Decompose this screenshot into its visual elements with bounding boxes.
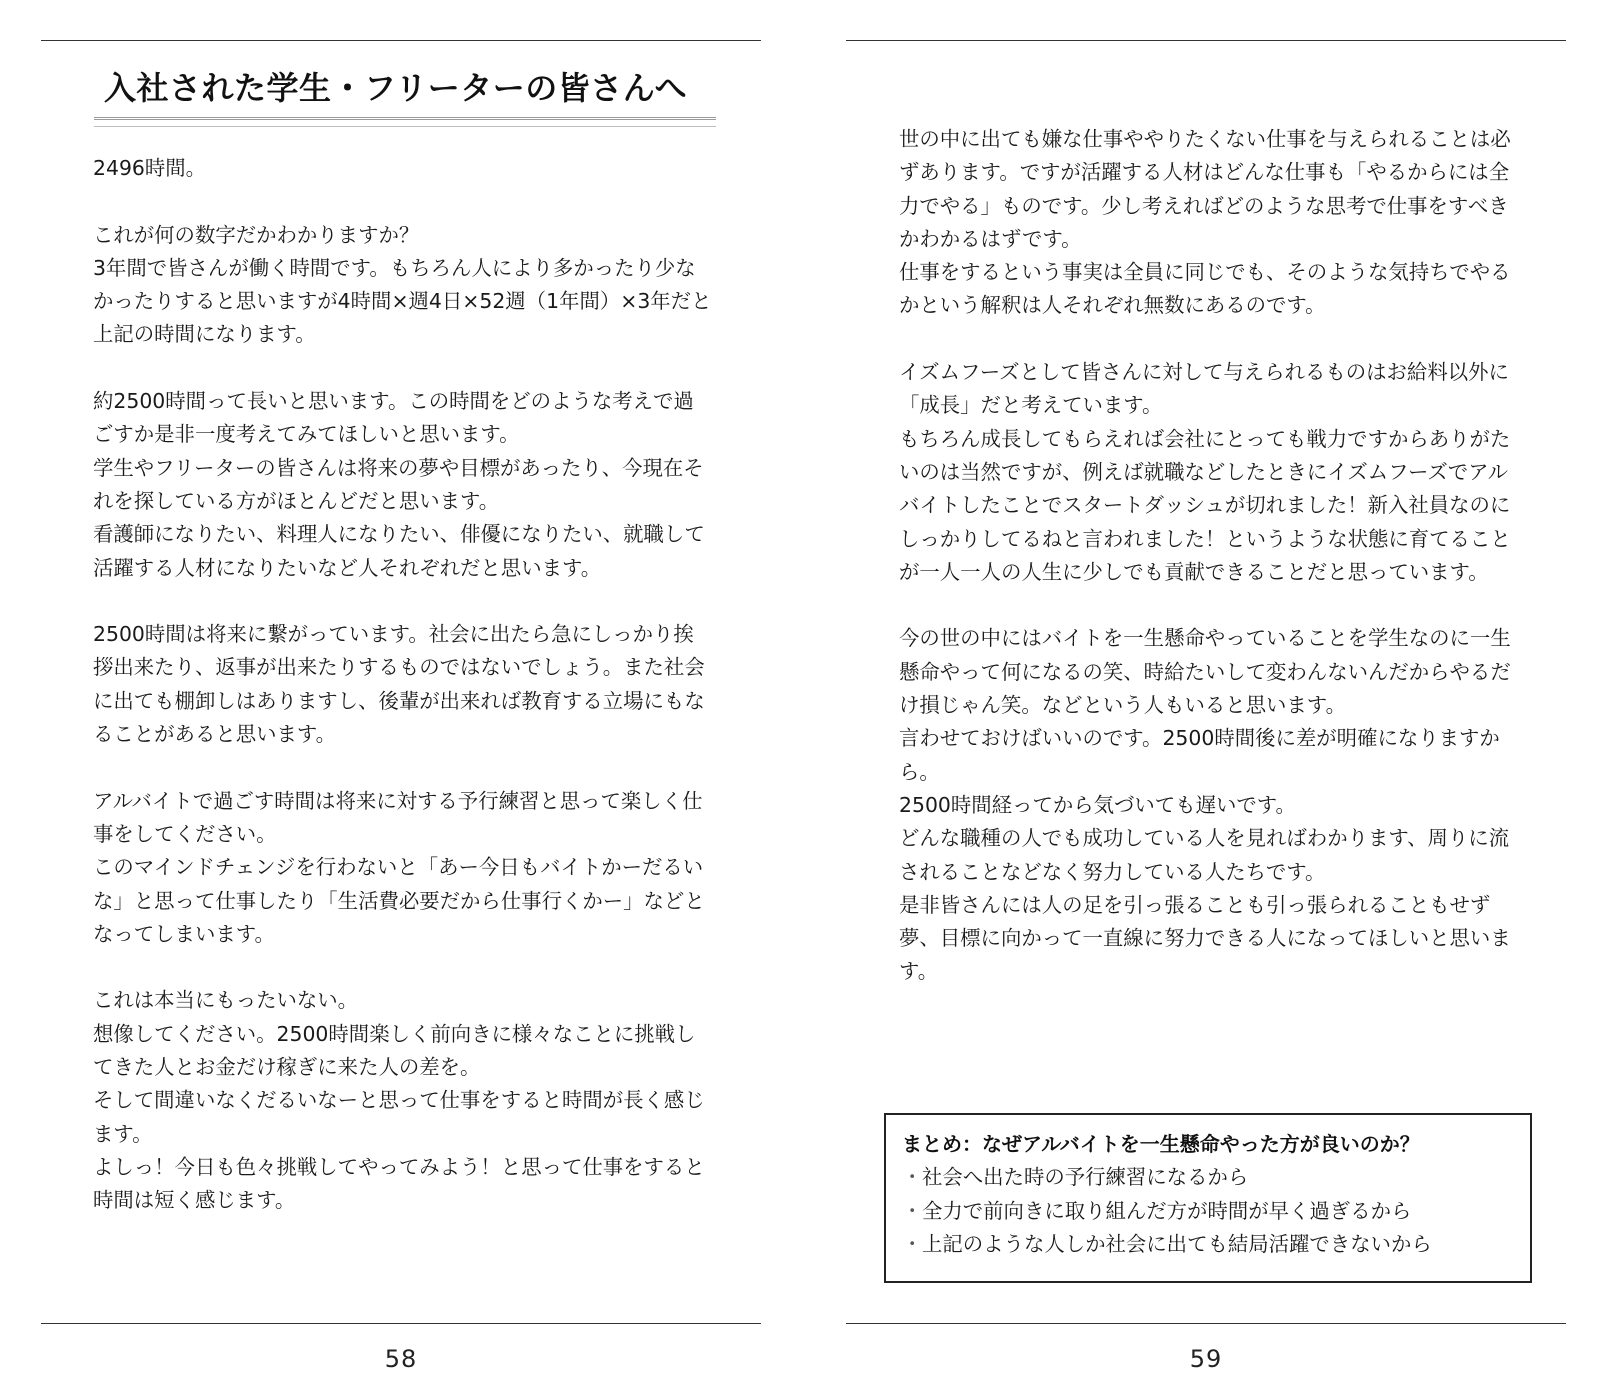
page-number: 58: [384, 1345, 418, 1373]
body-paragraph: どんな職種の人でも成功している人を見ればわかります、周りに流されることなどなく努力している人たちです。: [899, 826, 1510, 884]
body-paragraph: 看護師になりたい、料理人になりたい、俳優になりたい、就職して活躍する人材になりたいなど人それぞれだと思います。: [93, 522, 705, 580]
summary-item-text: 全力で前向きに取り組んだ方が時間が早く過ぎるから: [922, 1198, 1412, 1223]
body-paragraph: 世の中に出ても嫌な仕事ややりたくない仕事を与えられることは必ずあります。ですが活躍する人材はどんな仕事も「やるからには全力でやる」ものです。少し考えればどのような思考で仕事をすべきかわかるはずです。: [899, 127, 1511, 251]
paragraph-gap: [93, 585, 713, 618]
paragraph-gap: [93, 751, 713, 784]
body-paragraph: アルバイトで過ごす時間は将来に対する予行練習と思って楽しく仕事をしてください。: [93, 788, 703, 846]
paragraph-gap: [93, 185, 713, 218]
bullet-marker: ・: [902, 1198, 923, 1223]
body-paragraph: 2500時間経ってから気づいても遅いです。: [899, 792, 1296, 817]
body-paragraph: そして間違いなくだるいなーと思って仕事をすると時間が長く感じます。: [93, 1088, 705, 1146]
paragraph-gap: [93, 352, 713, 385]
right-page: [846, 0, 1566, 1400]
body-paragraph: イズムフーズとして皆さんに対して与えられるものはお給料以外に「成長」だと考えています。: [899, 360, 1509, 418]
left-body-text: [93, 152, 713, 1218]
body-paragraph: もちろん成長してもらえれば会社にとっても戦力ですからありがたいのは当然ですが、例えば就職などしたときにイズムフーズでアルバイトしたことでスタートダッシュが切れました！新入社員なのにしっかりしてるねと言われました！というような状態に育てることが一人一人の人生に少しでも貢献できることだと思っています。: [899, 426, 1511, 584]
paragraph-gap: [899, 589, 1519, 622]
page-number: 59: [1189, 1345, 1223, 1373]
bottom-rule: [41, 1323, 761, 1324]
paragraph-gap: [93, 951, 713, 984]
bullet-marker: ・: [902, 1165, 923, 1189]
summary-list: [902, 1161, 1516, 1262]
body-paragraph: 学生やフリーターの皆さんは将来の夢や目標があったり、今現在それを探している方がほとんどだと思います。: [93, 455, 704, 513]
title-underline: [94, 117, 716, 127]
top-rule: [846, 40, 1566, 41]
body-paragraph: よしっ！今日も色々挑戦してやってみよう！と思って仕事をすると時間は短く感じます。: [93, 1154, 705, 1213]
body-paragraph: 3年間で皆さんが働く時間です。もちろん人により多かったり少なかったりすると思いますが4時間×週4日×52週（1年間）×3年だと上記の時間になります。: [93, 255, 712, 347]
chapter-title: 入社された学生・フリーターの皆さんへ: [104, 69, 688, 107]
top-rule: [41, 40, 761, 41]
body-paragraph: これが何の数字だかわかりますか？: [93, 222, 420, 247]
summary-item: [902, 1161, 1516, 1195]
right-body-text: [899, 123, 1519, 989]
body-paragraph: 是非皆さんには人の足を引っ張ることも引っ張られることもせず夢、目標に向かって一直線に努力できる人になってほしいと思います。: [899, 892, 1511, 984]
summary-title: まとめ：なぜアルバイトを一生懸命やった方が良いのか？: [902, 1132, 1420, 1156]
paragraph-gap: [899, 323, 1519, 356]
body-paragraph: 仕事をするという事実は全員に同じでも、そのような気持ちでやるかという解釈は人それぞれ無数にあるのです。: [899, 260, 1511, 318]
left-page: [41, 0, 761, 1400]
body-paragraph: 2496時間。: [93, 156, 207, 180]
bottom-rule: [846, 1323, 1566, 1324]
summary-item: [902, 1228, 1516, 1262]
body-paragraph: このマインドチェンジを行わないと「あー今日もバイトかーだるいな」と思って仕事したり「生活費必要だから仕事行くかー」などとなってしまいます。: [93, 855, 705, 946]
body-paragraph: 約2500時間って長いと思います。この時間をどのような考えで過ごすか是非一度考えてみてほしいと思います。: [93, 389, 694, 447]
summary-item-text: 社会へ出た時の予行練習になるから: [922, 1165, 1249, 1189]
summary-item: [902, 1195, 1516, 1229]
summary-box: [884, 1113, 1532, 1283]
summary-item-text: 上記のような人しか社会に出ても結局活躍できないから: [922, 1232, 1432, 1256]
body-paragraph: 想像してください。2500時間楽しく前向きに様々なことに挑戦してきた人とお金だけ稼ぎに来た人の差を。: [93, 1021, 696, 1080]
body-paragraph: これは本当にもったいない。: [93, 988, 359, 1013]
body-paragraph: 今の世の中にはバイトを一生懸命やっていることを学生なのに一生懸命やって何になるの笑、時給たいして変わんないんだからやるだけ損じゃん笑。などという人もいると思います。: [899, 626, 1511, 718]
body-paragraph: 言わせておけばいいのです。2500時間後に差が明確になりますから。: [899, 726, 1500, 784]
bullet-marker: ・: [902, 1232, 923, 1256]
body-paragraph: 2500時間は将来に繋がっています。社会に出たら急にしっかり挨拶出来たり、返事が出来たりするものではないでしょう。また社会に出ても棚卸しはありますし、後輩が出来れば教育する立場にもなることがあると思います。: [93, 622, 705, 747]
